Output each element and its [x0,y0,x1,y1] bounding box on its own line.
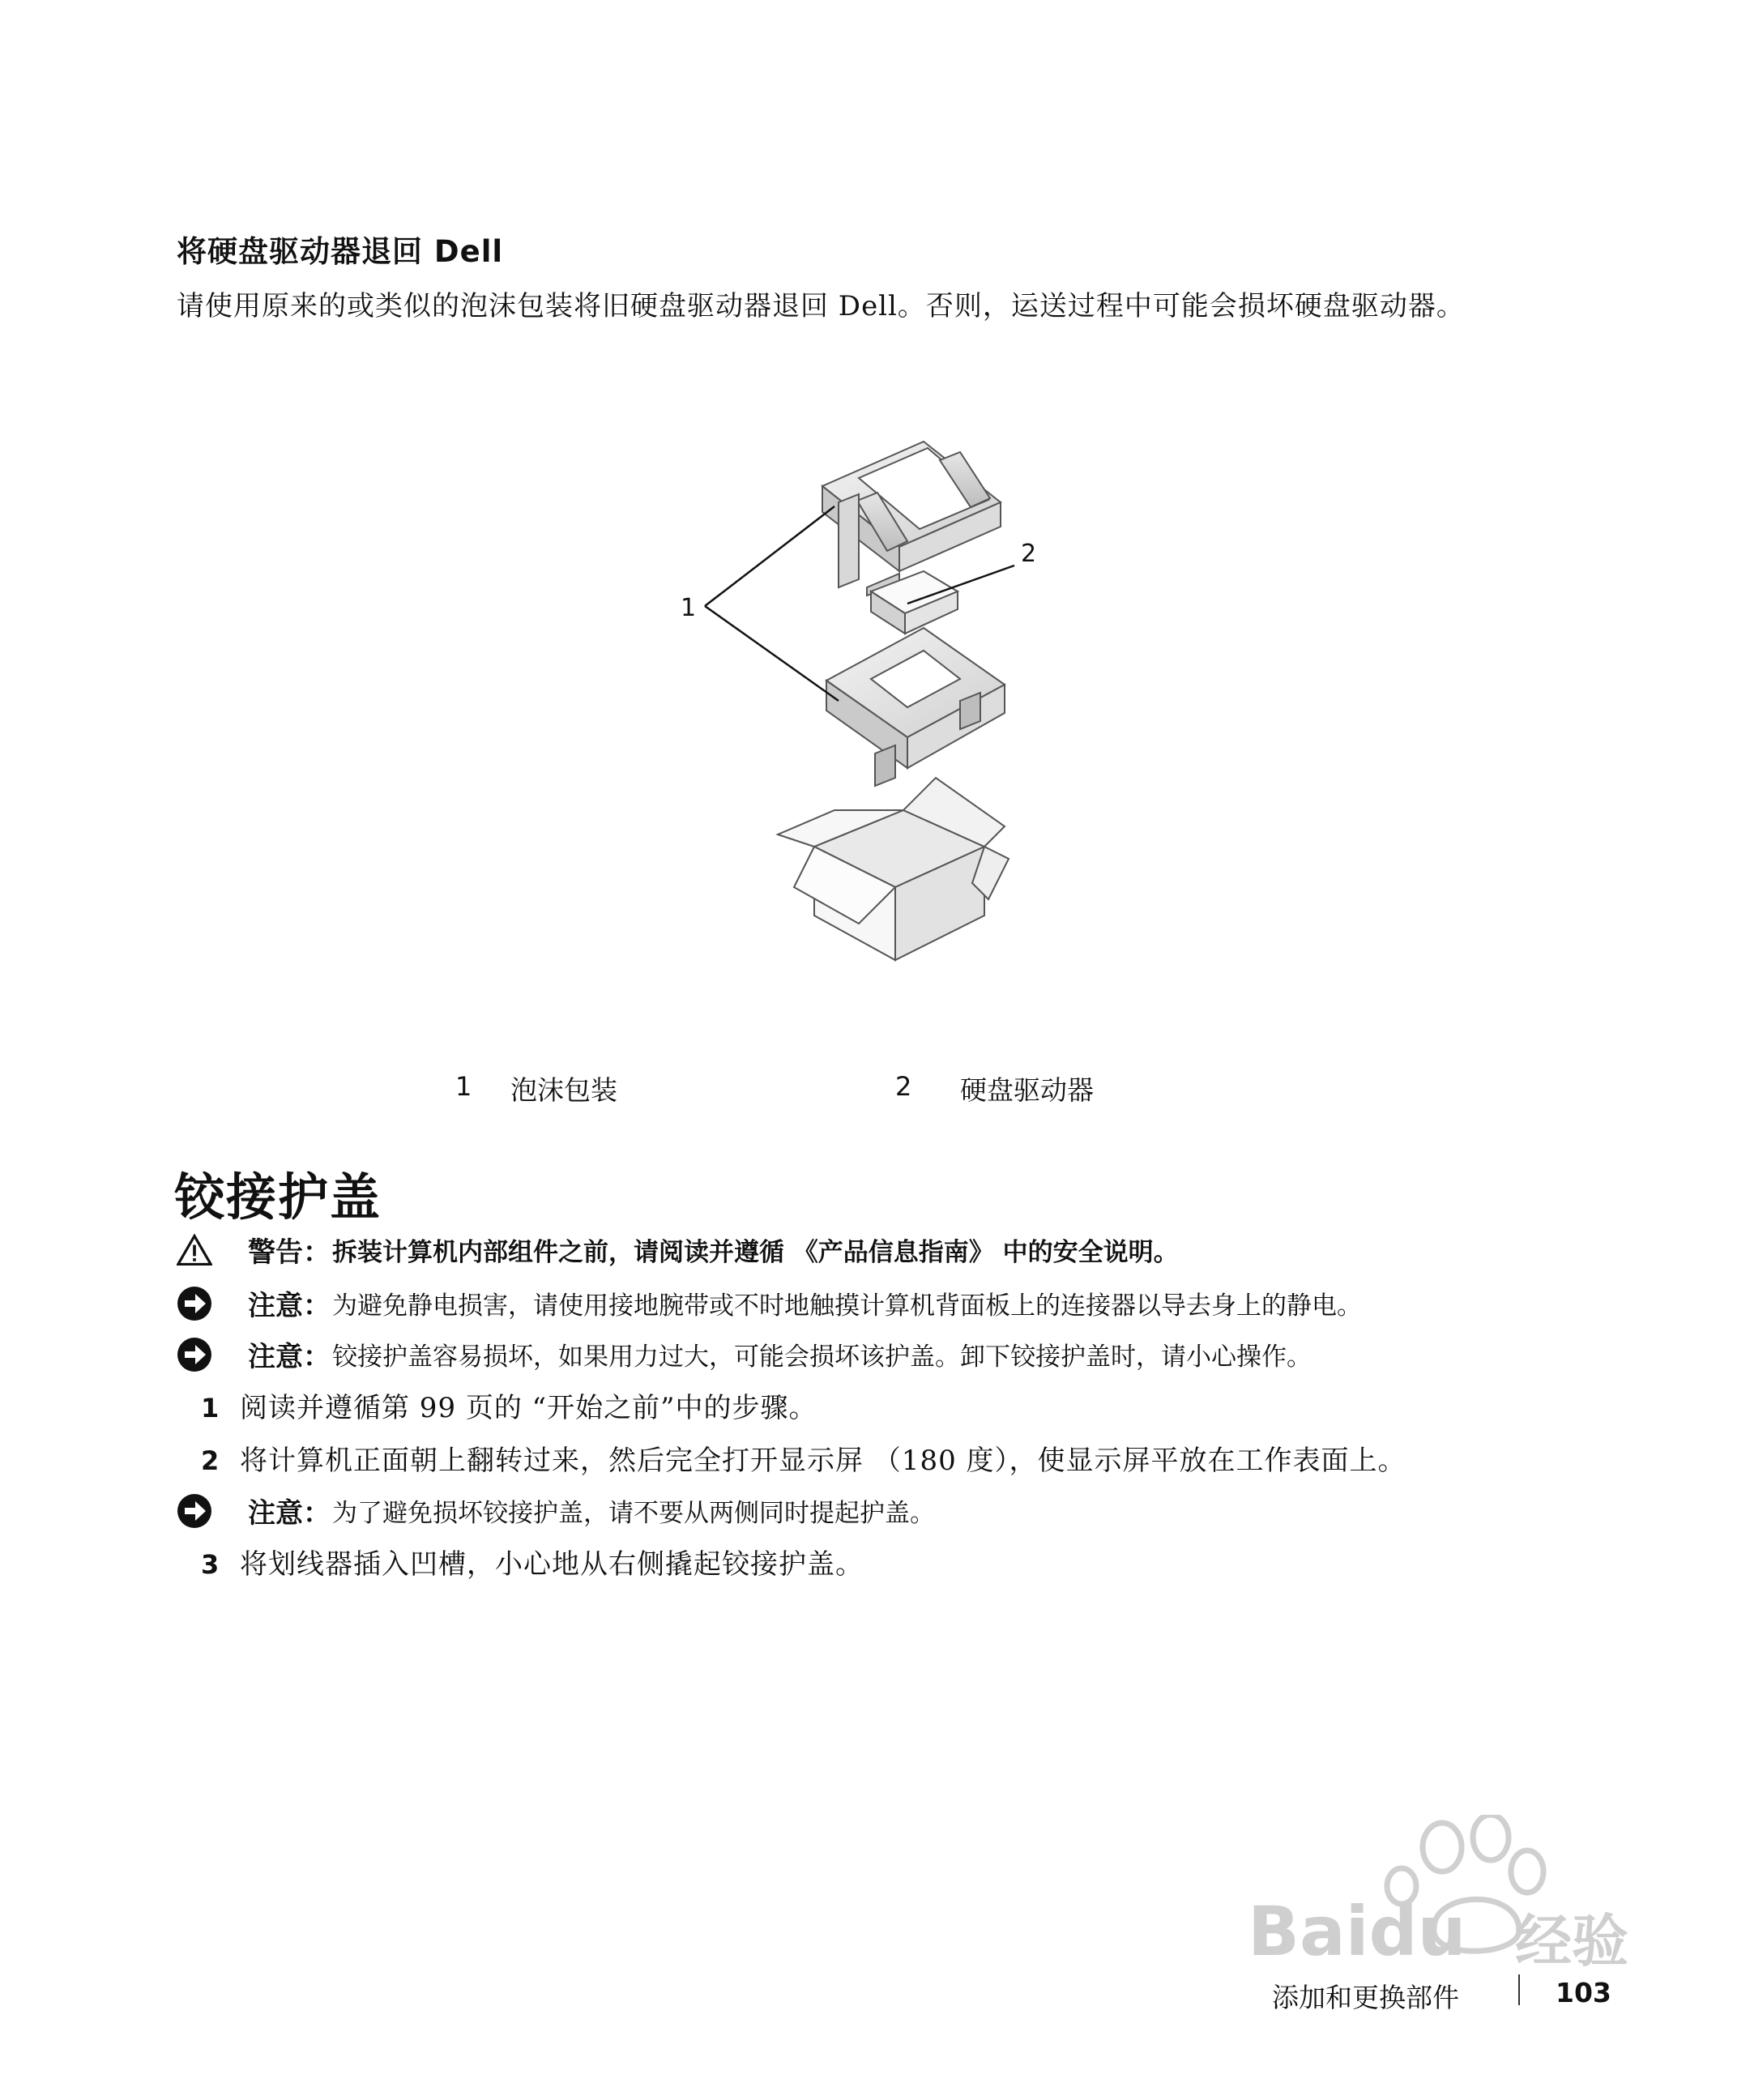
notice-label: 注意： [248,1341,331,1373]
warning-note [177,1230,1179,1270]
warning-label: 警告： [248,1236,331,1269]
bottom-foam-piece [826,628,1005,786]
notice-label: 注意： [248,1290,331,1322]
warning-text: 拆装计算机内部组件之前，请阅读并遵循 《产品信息指南》 中的安全说明。 [332,1238,1179,1267]
legend-num-1: 1 [455,1071,472,1102]
step-number: 2 [201,1445,220,1476]
step-text: 将划线器插入凹槽，小心地从右侧撬起铰接护盖。 [240,1548,864,1581]
watermark-suffix: 经验 [1515,1908,1628,1974]
page-number: 103 [1556,1977,1611,2008]
step-text: 阅读并遵循第 99 页的 “开始之前”中的步骤。 [240,1392,817,1424]
notice-text: 为了避免损坏铰接护盖，请不要从两侧同时提起护盖。 [332,1499,935,1528]
packaging-figure [664,421,1150,1029]
legend-num-2: 2 [895,1071,912,1102]
footer-chapter: 添加和更换部件 [1272,1982,1459,2013]
notice-label: 注意： [248,1497,331,1530]
notice-text: 铰接护盖容易损坏，如果用力过大，可能会损坏该护盖。卸下铰接护盖时，请小心操作。 [332,1342,1312,1372]
step-3 [201,1542,864,1581]
shipping-box [778,778,1009,960]
page-title: 铰接护盖 [174,1167,382,1227]
notice-arrow-icon [177,1493,212,1529]
step-1 [201,1385,817,1425]
baidu-watermark [1248,1815,1669,1977]
notice-text: 为避免静电损害，请使用接地腕带或不时地触摸计算机背面板上的连接器以导去身上的静电。 [332,1291,1362,1321]
section-heading: 将硬盘驱动器退回 Dell [177,234,504,269]
notice-note-3 [177,1491,935,1530]
legend-label-2: 硬盘驱动器 [960,1074,1094,1106]
step-number: 3 [201,1549,220,1580]
callout-2: 2 [1021,540,1037,568]
warning-triangle-icon [177,1232,212,1268]
notice-arrow-icon [177,1286,212,1321]
foam-packaging-illustration [664,421,1150,1029]
callout-1: 1 [681,594,697,622]
notice-note-1 [177,1283,1362,1323]
legend-label-1: 泡沫包装 [510,1074,617,1106]
watermark-brand: Baidu [1248,1892,1466,1971]
notice-note-2 [177,1334,1312,1374]
footer-divider [1518,1974,1520,2005]
notice-arrow-icon [177,1337,212,1372]
top-foam-piece [822,442,1001,595]
step-number: 1 [201,1393,220,1423]
section-body: 请使用原来的或类似的泡沫包装将旧硬盘驱动器退回 Dell。否则，运送过程中可能会损坏硬盘驱动器。 [177,290,1465,322]
step-text: 将计算机正面朝上翻转过来，然后完全打开显示屏 （180 度），使显示屏平放在工作表面上。 [240,1445,1406,1477]
step-2 [201,1438,1406,1478]
